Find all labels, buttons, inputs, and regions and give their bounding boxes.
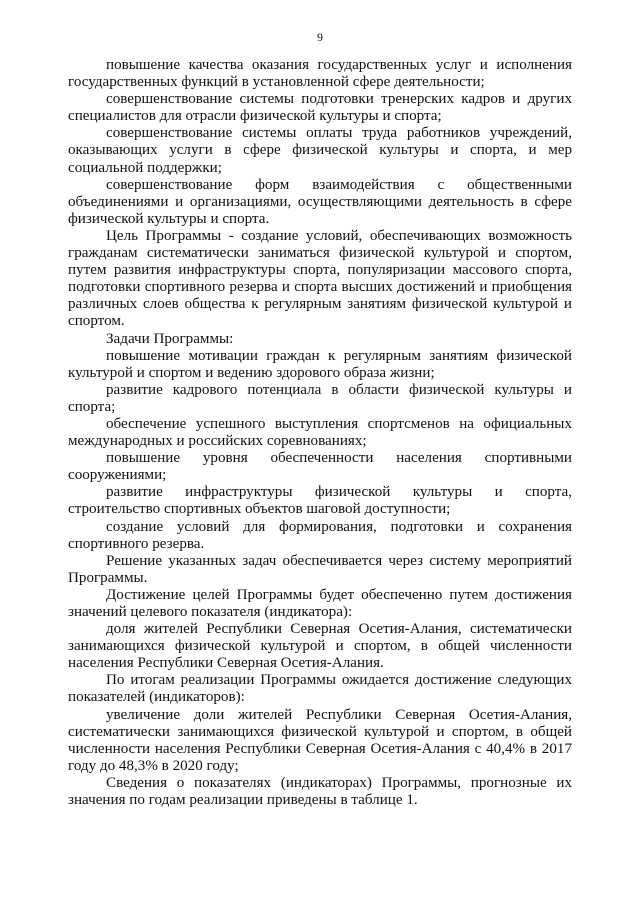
paragraph-task-motivation: повышение мотивации граждан к регулярным занятиям физической культурой и спортом и ведению здорового образа жизни; xyxy=(68,347,572,381)
paragraph-task-personnel: развитие кадрового потенциала в области физической культуры и спорта; xyxy=(68,381,572,415)
paragraph-task-facilities: повышение уровня обеспеченности населения спортивными сооружениями; xyxy=(68,450,572,484)
paragraph-indicator-increase: увеличение доли жителей Республики Северная Осетия-Алания, систематически занимающихся физической культурой и спортом, в общей численности населения Республики Северная Осетия-Алания с 40,4% в 2017 году до 48,3% в 2020 году; xyxy=(68,706,572,774)
paragraph-table-reference: Сведения о показателях (индикаторах) Программы, прогнозные их значения по годам реализации приведены в таблице 1. xyxy=(68,774,572,809)
paragraph-task-reserve: создание условий для формирования, подготовки и сохранения спортивного резерва. xyxy=(68,518,572,552)
paragraph-indicator-share: доля жителей Республики Северная Осетия-Алания, систематически занимающихся физической культурой и спортом, в общей численности населения Республики Северная Осетия-Алания. xyxy=(68,621,572,672)
paragraph-goal-achievement: Достижение целей Программы будет обеспеченно путем достижения значений целевого показателя (индикатора): xyxy=(68,586,572,620)
page-number: 9 xyxy=(317,30,323,44)
paragraph-tasks-heading: Задачи Программы: xyxy=(106,330,234,347)
paragraph-task-infrastructure: развитие инфраструктуры физической культуры и спорта, строительство спортивных объектов шаговой доступности; xyxy=(68,484,572,518)
paragraph-quality-of-services: повышение качества оказания государственных услуг и исполнения государственных функций в установленной сфере деятельности; xyxy=(68,57,572,91)
document-body xyxy=(68,57,572,809)
paragraph-expected-results: По итогам реализации Программы ожидается достижение следующих показателей (индикаторов): xyxy=(68,672,572,706)
paragraph-tasks-solution: Решение указанных задач обеспечивается через систему мероприятий Программы. xyxy=(68,552,572,586)
paragraph-wage-system: совершенствование системы оплаты труда работников учреждений, оказывающих услуги в сфере физической культуры и спорта, и мер социальной поддержки; xyxy=(68,125,572,176)
paragraph-coach-training: совершенствование системы подготовки тренерских кадров и других специалистов для отрасли физической культуры и спорта; xyxy=(68,91,572,125)
paragraph-public-cooperation: совершенствование форм взаимодействия с общественными объединениями и организациями, осуществляющими деятельность в сфере физической культуры и спорта. xyxy=(68,176,572,227)
paragraph-program-goal: Цель Программы - создание условий, обеспечивающих возможность гражданам систематически заниматься физической культурой и спортом, путем развития инфраструктуры спорта, популяризации массового спорта, подготовки спортивного резерва и спорта высших достижений и приобщения различных слоев общества к регулярным занятиям физической культурой и спортом. xyxy=(68,227,572,330)
paragraph-task-athletes: обеспечение успешного выступления спортсменов на официальных международных и российских соревнованиях; xyxy=(68,415,572,450)
